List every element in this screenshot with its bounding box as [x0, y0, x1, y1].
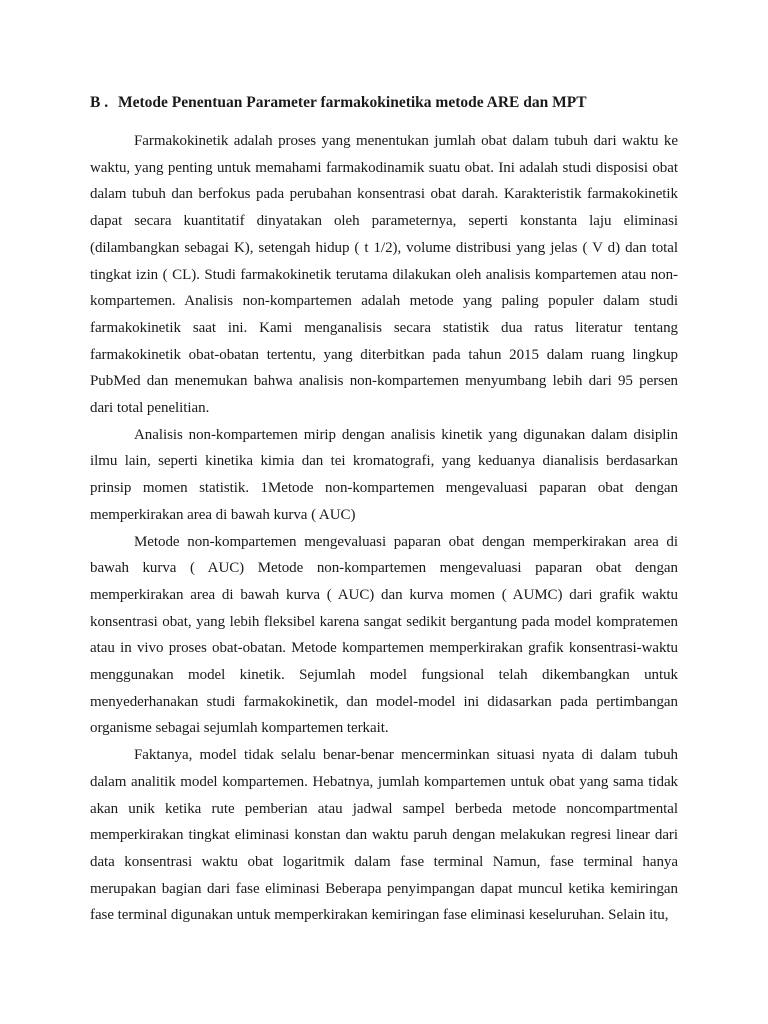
paragraph-1: Farmakokinetik adalah proses yang menentukan jumlah obat dalam tubuh dari waktu ke waktu, yang penting untuk memahami farmakodinamik suatu obat. Ini adalah studi disposisi obat dalam tubuh dan berfokus pada perubahan konsentrasi obat darah. Karakteristik farmakokinetik dapat secara kuantitatif dinyatakan oleh parameternya, seperti konstanta laju eliminasi (dilambangkan sebagai K), setengah hidup ( t 1/2), volume distribusi yang jelas ( V d) dan total tingkat izin ( CL). Studi farmakokinetik terutama dilakukan oleh analisis kompartemen atau non-kompartemen. Analisis non-kompartemen adalah metode yang paling populer dalam studi farmakokinetik saat ini. Kami menganalisis secara statistik dua ratus literatur tentang farmakokinetik obat-obatan tertentu, yang diterbitkan pada tahun 2015 dalam ruang lingkup PubMed dan menemukan bahwa analisis non-kompartemen menyumbang lebih dari 95 persen dari total penelitian. — [90, 133, 678, 417]
section-heading — [90, 92, 678, 114]
paragraph-4: Faktanya, model tidak selalu benar-benar mencerminkan situasi nyata di dalam tubuh dalam analitik model kompartemen. Hebatnya, jumlah kompartemen untuk obat yang sama tidak akan unik ketika rute pemberian atau jadwal sampel berbeda metode noncompartmental memperkirakan tingkat eliminasi konstan dan waktu paruh dengan melakukan regresi linear dari data konsentrasi waktu obat logaritmik dalam fase terminal Namun, fase terminal hanya merupakan bagian dari fase eliminasi Beberapa penyimpangan dapat muncul ketika kemiringan fase terminal digunakan untuk memperkirakan kemiringan fase eliminasi keseluruhan. Selain itu, — [90, 747, 678, 924]
paragraph-3: Metode non-kompartemen mengevaluasi paparan obat dengan memperkirakan area di bawah kurva ( AUC) Metode non-kompartemen mengevaluasi paparan obat dengan memperkirakan area di bawah kurva ( AUC) dan kurva momen ( AUMC) dari grafik waktu konsentrasi obat, yang lebih fleksibel karena sangat sedikit bergantung pada model kompratemen atau in vivo proses obat-obatan. Metode kompartemen memperkirakan grafik konsentrasi-waktu menggunakan model kinetik. Sejumlah model fungsional telah dikembangkan untuk menyederhanakan studi farmakokinetik, dan model-model ini didasarkan pada pertimbangan organisme sebagai sejumlah kompartemen terkait. — [90, 533, 678, 737]
document-page — [90, 92, 678, 929]
section-title: Metode Penentuan Parameter farmakokinetika metode ARE dan MPT — [118, 94, 587, 111]
section-number: B . — [90, 94, 109, 111]
paragraph-2: Analisis non-kompartemen mirip dengan analisis kinetik yang digunakan dalam disiplin ilmu lain, seperti kinetika kimia dan tei kromatografi, yang keduanya dianalisis berdasarkan prinsip momen statistik. 1Metode non-kompartemen mengevaluasi paparan obat dengan memperkirakan area di bawah kurva ( AUC) — [90, 426, 678, 523]
